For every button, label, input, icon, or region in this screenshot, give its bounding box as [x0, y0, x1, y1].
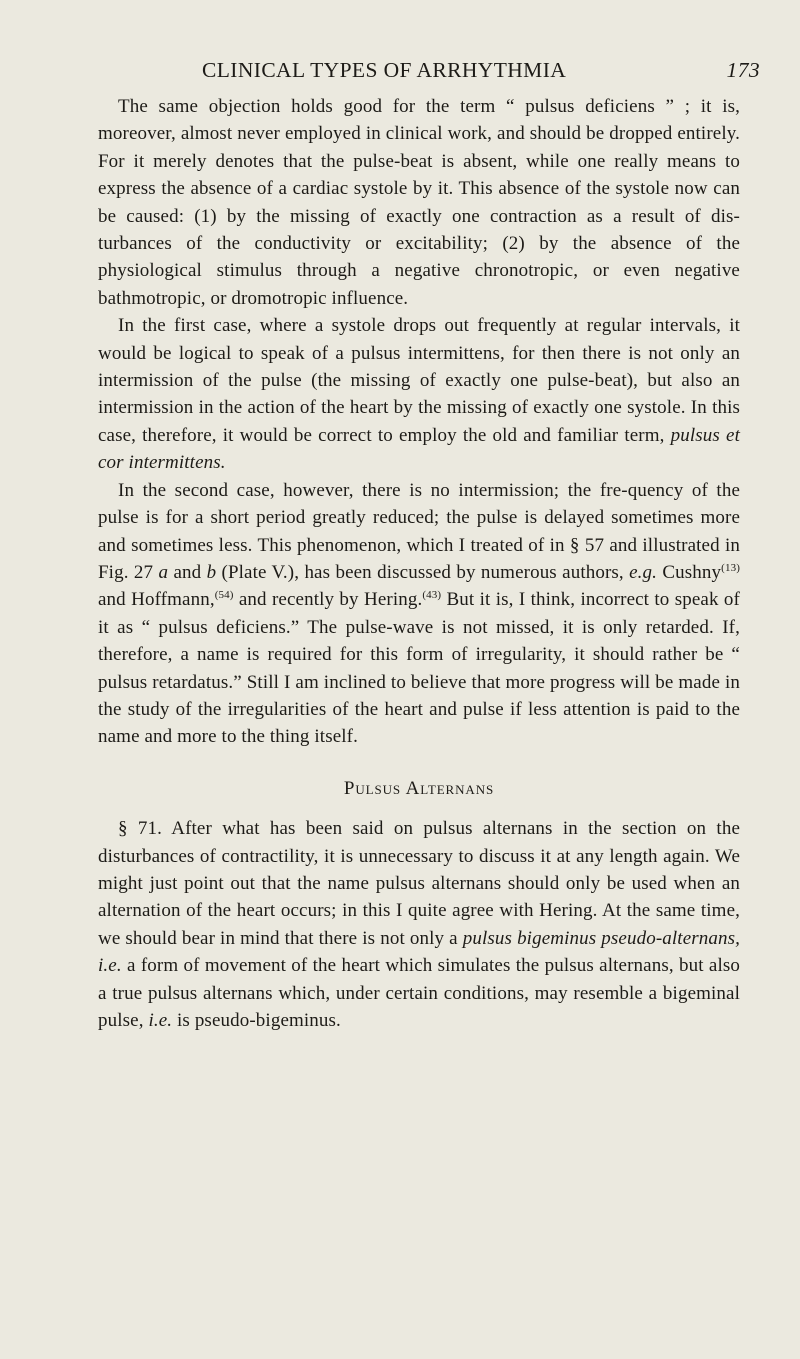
italic-abbrev: e.g.: [629, 561, 658, 583]
text-run: But it is, I think, incorrect to speak of it as “ pulsus deficiens.” The pulse-wave is not missed, it is only retarded. If, therefore, a name is required for this form of irregularity, it should rather be “ pulsus retardatus.” Still I am inclined to believe that more progress will be made in the study of the irregularities of the heart and pulse if less attention is paid to the name and more to the thing itself.: [98, 589, 740, 748]
text-run: and Hoffmann,: [98, 589, 215, 611]
paragraph-1: [98, 93, 740, 312]
page-number: 173: [726, 58, 760, 82]
italic-abbrev: i.e.: [148, 1010, 173, 1031]
paragraph-3: [98, 477, 740, 751]
page-header: [100, 58, 760, 92]
text-run: a form of movement of the heart which simulates the pulsus alternans, but also a true pulsus alternans which, under certain conditions, may resemble a bigeminal pulse,: [98, 955, 740, 1031]
italic-term: pulsus et cor intermittens.: [98, 424, 741, 474]
italic-letter: a: [158, 561, 169, 583]
text-run: is pseudo-bigeminus.: [177, 1010, 341, 1031]
italic-letter: b: [206, 561, 217, 583]
text-run: (Plate V.), has been discussed by numerous authors,: [221, 561, 624, 583]
italic-term: pulsus bigeminus pseudo-alternans, i.e.: [98, 927, 741, 977]
text-run: Cushny: [662, 561, 722, 583]
body-text: [98, 93, 740, 1034]
paragraph-4: [98, 815, 740, 1034]
text-run: The same objection holds good for the term “ pulsus deficiens ” ; it is, moreover, almost never employed in clinical work, and should be dropped entirely. For it merely denotes that the pulse-beat is absent, while one really means to express the absence of a cardiac systole by it. This absence of the systole now can be caused: (1) by the missing of exactly one contraction as a result of dis-turbances of the conductivity or excitability; (2) by the absence of the physiological stimulus through a negative chronotropic, or even negative bathmotropic, or dromotropic influence.: [98, 96, 740, 309]
text-run: § 71. After what has been said on pulsus alternans in the section on the disturbances of contractility, it is unnecessary to discuss it at any length again. We might just point out that the name pulsus alternans should only be used when an alternation of the heart occurs; in this I quite agree with Hering. At the same time, we should bear in mind that there is not only a: [98, 818, 740, 949]
text-run: and: [173, 561, 202, 583]
section-heading: Pulsus Alternans: [343, 777, 495, 799]
running-title: CLINICAL TYPES OF ARRHYTHMIA: [202, 58, 567, 82]
text-run: and recently by Hering.: [238, 589, 423, 611]
citation-ref: (43): [422, 589, 442, 602]
text-run: In the first case, where a systole drops out frequently at regular intervals, it would be logical to speak of a pulsus intermittens, for then there is not only an intermission of the pulse (the missing of exactly one pulse-beat), but also an intermission in the action of the heart by the missing of exactly one systole. In this case, therefore, it would be correct to employ the old and familiar term,: [98, 315, 740, 446]
text-run: In the second case, however, there is no intermission; the fre-quency of the pulse is for a short period greatly reduced; the pulse is delayed sometimes more and sometimes less. This phenomenon, which I treated of in § 57 and illustrated in Fig. 27: [98, 479, 740, 583]
paragraph-2: [98, 312, 740, 476]
citation-ref: (13): [721, 561, 740, 574]
citation-ref: (54): [214, 589, 234, 602]
